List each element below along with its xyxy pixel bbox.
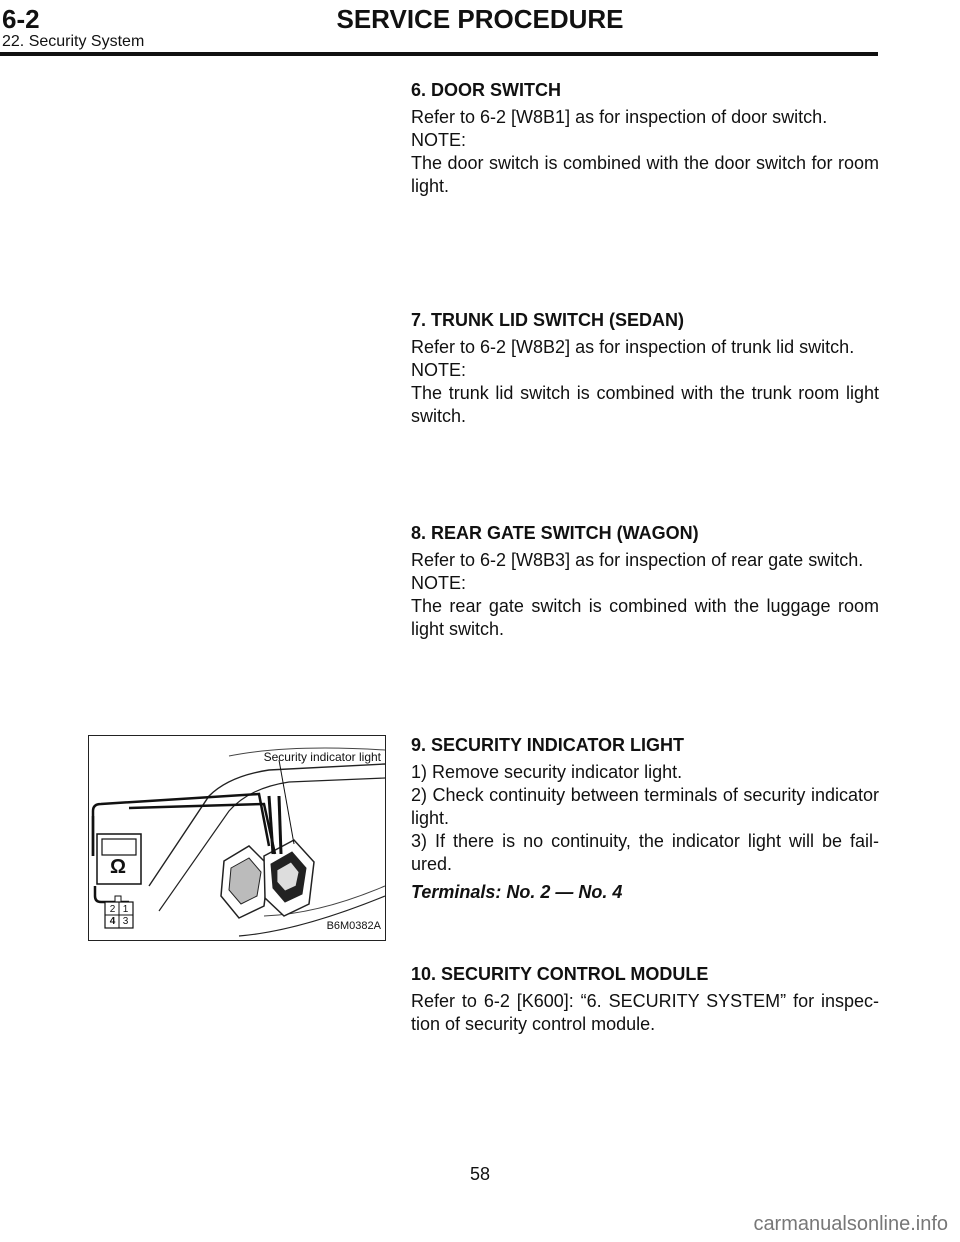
section-heading: 7. TRUNK LID SWITCH (SEDAN) (411, 310, 684, 330)
section-security-control-module (411, 963, 879, 1036)
section-text: Refer to 6-2 [W8B1] as for inspection of door switch. (411, 107, 828, 127)
pin-label: 1 (122, 904, 129, 915)
page-subtitle: 22. Security System (2, 33, 145, 50)
pin-label: 3 (122, 916, 129, 927)
note-text: The door switch is combined with the door switch for room light. (411, 153, 879, 196)
figure-code: B6M0382A (326, 920, 381, 932)
page-number: 58 (469, 1164, 491, 1184)
indicator-light-figure (88, 735, 386, 941)
ohm-symbol: Ω (110, 856, 127, 878)
page-title: SERVICE PROCEDURE (336, 4, 624, 34)
pin-label: 4 (109, 916, 116, 927)
section-rear-gate-switch (411, 522, 879, 641)
indicator-light-illustration (89, 736, 385, 940)
terminals-spec: Terminals: No. 2 — No. 4 (411, 882, 623, 902)
section-trunk-lid-switch (411, 309, 879, 428)
section-text: Refer to 6-2 [W8B2] as for inspection of trunk lid switch. (411, 337, 855, 357)
section-heading: 10. SECURITY CONTROL MODULE (411, 964, 709, 984)
note-label: NOTE: (411, 573, 467, 593)
section-text: Refer to 6-2 [W8B3] as for inspection of rear gate switch. (411, 550, 864, 570)
step-3: 3) If there is no continuity, the indicator light will be fail-ured. (411, 831, 879, 874)
note-text: The rear gate switch is combined with the luggage room light switch. (411, 596, 879, 639)
step-1: 1) Remove security indicator light. (411, 762, 683, 782)
section-security-indicator-light (411, 734, 879, 904)
pin-label: 2 (109, 904, 116, 915)
figure-callout: Security indicator light (263, 750, 381, 764)
note-label: NOTE: (411, 130, 467, 150)
section-heading: 9. SECURITY INDICATOR LIGHT (411, 735, 685, 755)
section-door-switch (411, 79, 879, 198)
note-text: The trunk lid switch is combined with the trunk room light switch. (411, 383, 879, 426)
section-heading: 8. REAR GATE SWITCH (WAGON) (411, 523, 699, 543)
header-rule (0, 52, 878, 56)
section-number: 6-2 (2, 4, 40, 34)
section-heading: 6. DOOR SWITCH (411, 80, 562, 100)
step-2: 2) Check continuity between terminals of security indicator light. (411, 785, 879, 828)
watermark: carmanualsonline.info (753, 1213, 948, 1235)
section-text: Refer to 6-2 [K600]: “6. SECURITY SYSTEM” for inspec-tion of security control module. (411, 991, 879, 1034)
note-label: NOTE: (411, 360, 467, 380)
